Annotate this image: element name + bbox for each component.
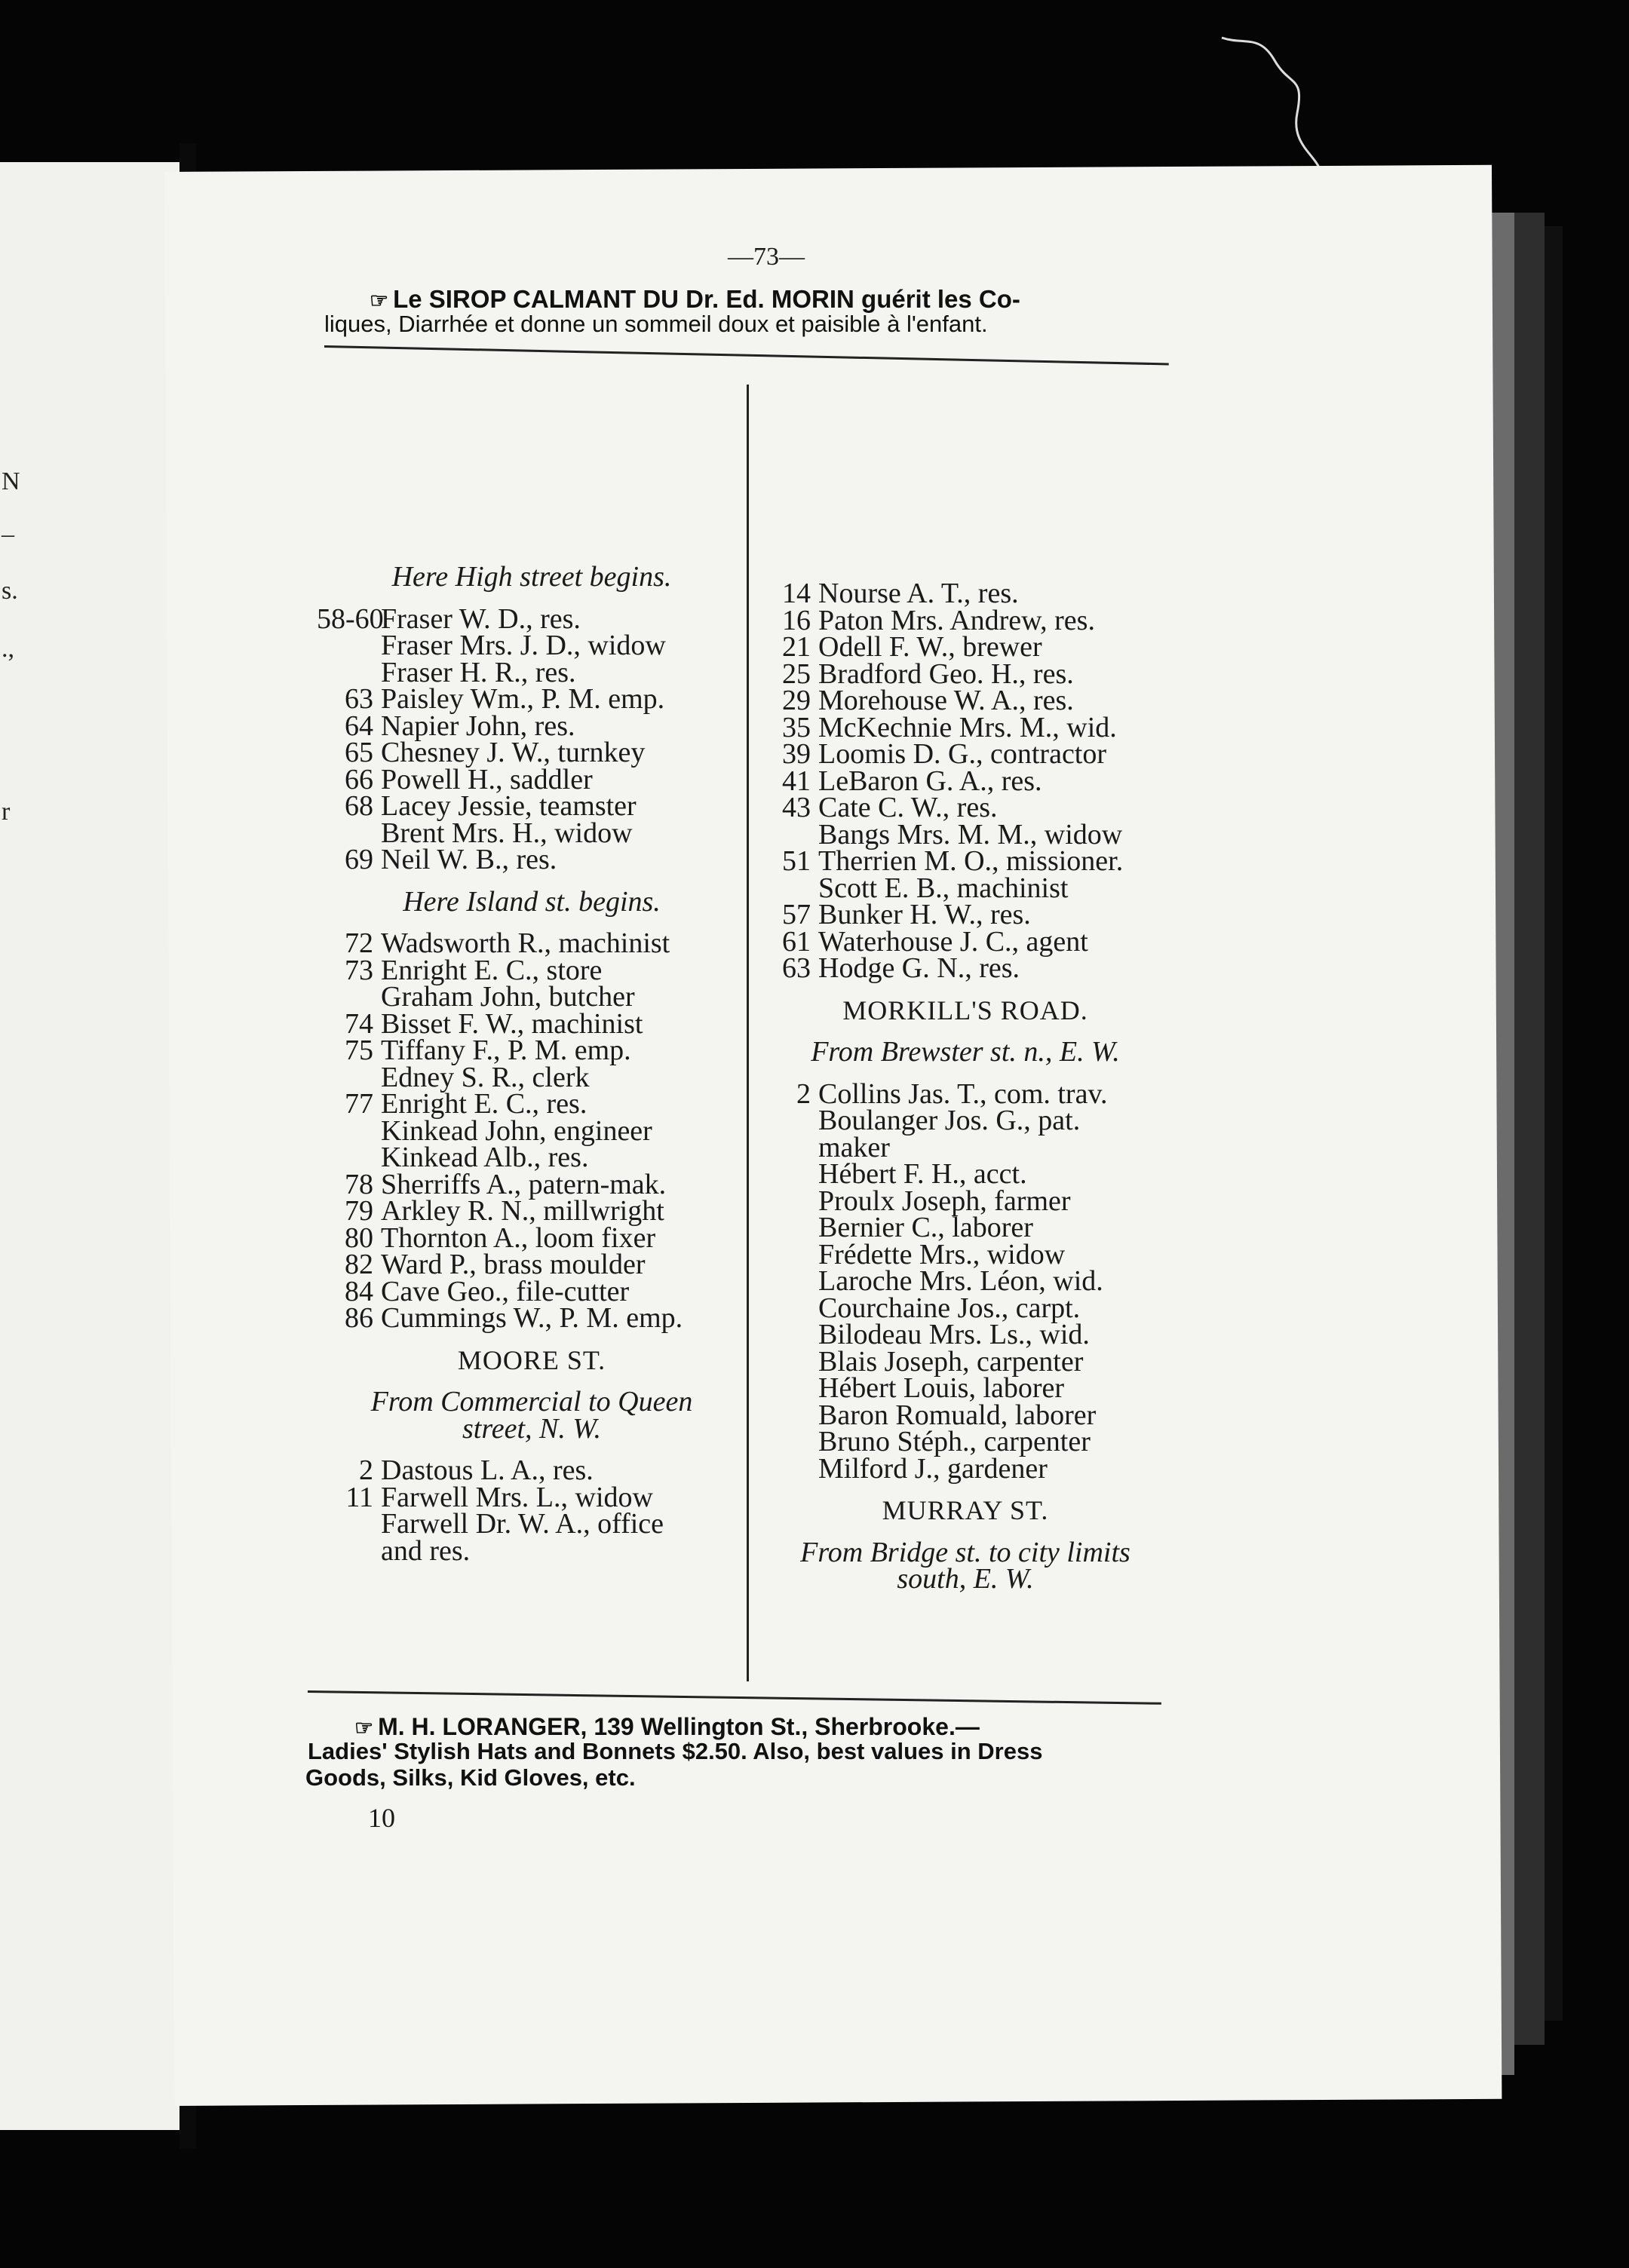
house-number: 77 bbox=[345, 1088, 373, 1120]
resident-text: Collins Jas. T., com. trav. bbox=[818, 1077, 1108, 1110]
house-number bbox=[317, 1065, 381, 1092]
directory-entry bbox=[317, 981, 747, 1013]
directory-entry bbox=[317, 1302, 747, 1334]
street-name: MORKILL'S ROAD. bbox=[842, 995, 1088, 1025]
house-number bbox=[754, 1402, 818, 1430]
resident-text: Hodge G. N., res. bbox=[818, 952, 1020, 984]
directory-entry bbox=[754, 952, 1176, 984]
house-number: 73 bbox=[345, 954, 373, 986]
left-page-edge bbox=[0, 162, 179, 2130]
directory-entry bbox=[754, 631, 1176, 663]
directory-entry bbox=[317, 1114, 747, 1147]
resident-text: Morehouse W. A., res. bbox=[818, 685, 1074, 716]
house-number: 43 bbox=[782, 792, 811, 823]
directory-entry bbox=[754, 1185, 1176, 1217]
directory-entry bbox=[754, 604, 1176, 636]
directory-entry bbox=[754, 1399, 1176, 1431]
resident-text: Baron Romuald, laborer bbox=[818, 1399, 1097, 1431]
page-stack-edge bbox=[1514, 213, 1545, 2045]
left-page-fragment: N bbox=[2, 467, 20, 495]
house-number bbox=[317, 984, 381, 1011]
directory-entry bbox=[754, 1372, 1176, 1404]
left-page-fragment: – bbox=[2, 520, 14, 548]
resident-text: McKechnie Mrs. M., wid. bbox=[818, 711, 1117, 743]
house-number bbox=[317, 1511, 381, 1538]
house-number: 69 bbox=[345, 844, 373, 875]
house-number: 74 bbox=[345, 1007, 373, 1040]
house-number: 2 bbox=[796, 1077, 811, 1110]
house-number bbox=[754, 1429, 818, 1456]
resident-text: Cave Geo., file-cutter bbox=[381, 1275, 630, 1307]
bottom-advertisement-line-1 bbox=[354, 1713, 980, 1741]
resident-text: Sherriffs A., patern-mak. bbox=[381, 1168, 667, 1200]
directory-entry bbox=[754, 872, 1176, 904]
resident-text: Frédette Mrs., widow bbox=[818, 1238, 1066, 1270]
house-number bbox=[754, 1268, 818, 1295]
house-number bbox=[317, 820, 381, 847]
resident-text: Brent Mrs. H., widow bbox=[381, 817, 633, 849]
resident-text: Fraser Mrs. J. D., widow bbox=[381, 630, 666, 661]
section-heading: Here High street begins. bbox=[391, 561, 672, 593]
directory-entry bbox=[317, 1481, 747, 1513]
house-number bbox=[754, 1215, 818, 1242]
house-number bbox=[317, 1145, 381, 1172]
resident-text: Bruno Stéph., carpenter bbox=[818, 1426, 1091, 1457]
house-number: 57 bbox=[782, 899, 811, 930]
pointing-hand-icon: ☞ bbox=[354, 1716, 374, 1739]
resident-text: Tiffany F., P. M. emp. bbox=[381, 1034, 631, 1066]
resident-text: Napier John, res. bbox=[381, 710, 575, 742]
directory-entry bbox=[754, 899, 1176, 930]
resident-text: Bernier C., laborer bbox=[818, 1212, 1033, 1243]
directory-entry bbox=[317, 1275, 747, 1307]
house-number: 25 bbox=[782, 657, 811, 690]
resident-text: Blais Joseph, carpenter bbox=[818, 1345, 1084, 1378]
directory-entry bbox=[754, 818, 1176, 851]
resident-text: Bunker H. W., res. bbox=[818, 899, 1031, 930]
resident-text: Lacey Jessie, teamster bbox=[381, 790, 637, 822]
resident-text: Farwell Dr. W. A., office bbox=[381, 1508, 664, 1540]
directory-entry bbox=[317, 954, 747, 986]
resident-text: maker bbox=[818, 1131, 890, 1163]
directory-entry bbox=[317, 1454, 747, 1486]
house-number: 65 bbox=[345, 737, 373, 768]
directory-entry bbox=[317, 1034, 747, 1066]
directory-entry bbox=[317, 602, 747, 635]
house-number bbox=[317, 660, 381, 687]
directory-entry bbox=[317, 763, 747, 795]
directory-entry bbox=[754, 1131, 1176, 1163]
resident-text: Neil W. B., res. bbox=[381, 844, 557, 875]
resident-text: Nourse A. T., res. bbox=[818, 578, 1019, 609]
house-number: 66 bbox=[345, 763, 373, 795]
directory-entry bbox=[317, 1221, 747, 1254]
house-number: 63 bbox=[345, 683, 373, 715]
directory-entry bbox=[317, 1061, 747, 1093]
house-number: 11 bbox=[345, 1481, 373, 1513]
directory-entry bbox=[317, 1007, 747, 1040]
resident-text: Milford J., gardener bbox=[818, 1452, 1048, 1485]
resident-text: Boulanger Jos. G., pat. bbox=[818, 1105, 1081, 1136]
directory-entry bbox=[754, 925, 1176, 958]
resident-text: Cummings W., P. M. emp. bbox=[381, 1302, 683, 1334]
directory-entry bbox=[754, 1077, 1176, 1110]
street-name: MURRAY ST. bbox=[882, 1495, 1049, 1525]
house-number: 63 bbox=[782, 952, 811, 984]
house-number: 21 bbox=[782, 631, 811, 663]
resident-text: LeBaron G. A., res. bbox=[818, 765, 1042, 797]
directory-entry bbox=[754, 1212, 1176, 1243]
house-number: 29 bbox=[782, 685, 811, 716]
signature-number: 10 bbox=[368, 1803, 395, 1833]
directory-entry bbox=[317, 1508, 747, 1540]
bottom-advertisement-line-2: Ladies' Stylish Hats and Bonnets $2.50. Also, best values in Dress bbox=[308, 1738, 1043, 1764]
house-number: 79 bbox=[345, 1195, 373, 1227]
directory-entry bbox=[754, 1238, 1176, 1270]
resident-text: Waterhouse J. C., agent bbox=[818, 925, 1088, 958]
directory-entry bbox=[754, 1426, 1176, 1457]
resident-text: Therrien M. O., missioner. bbox=[818, 845, 1124, 877]
resident-text: Odell F. W., brewer bbox=[818, 631, 1042, 663]
section-heading: From Brewster st. n., E. W. bbox=[811, 1036, 1120, 1068]
resident-text: Farwell Mrs. L., widow bbox=[381, 1481, 653, 1513]
resident-text: Edney S. R., clerk bbox=[381, 1061, 590, 1093]
bottom-advertisement-line-3: Goods, Silks, Kid Gloves, etc. bbox=[305, 1764, 636, 1791]
resident-text: Courchaine Jos., carpt. bbox=[818, 1292, 1081, 1324]
directory-entry bbox=[317, 683, 747, 715]
directory-entry bbox=[317, 1534, 747, 1567]
directory-entry bbox=[317, 710, 747, 742]
directory-entry bbox=[754, 1158, 1176, 1190]
directory-entry bbox=[317, 844, 747, 875]
resident-text: Powell H., saddler bbox=[381, 763, 593, 795]
right-column bbox=[754, 578, 1176, 1595]
house-number bbox=[754, 875, 818, 903]
house-number bbox=[317, 1118, 381, 1145]
house-number: 2 bbox=[359, 1454, 373, 1486]
section-heading: From Commercial to Queen bbox=[370, 1386, 693, 1418]
street-name: MOORE ST. bbox=[457, 1344, 606, 1375]
directory-entry bbox=[317, 630, 747, 661]
house-number: 58-60 bbox=[317, 602, 384, 635]
directory-entry bbox=[754, 711, 1176, 743]
resident-text: Enright E. C., res. bbox=[381, 1088, 587, 1120]
resident-text: and res. bbox=[381, 1534, 471, 1567]
house-number bbox=[754, 822, 818, 849]
resident-text: Kinkead Alb., res. bbox=[381, 1142, 589, 1173]
house-number bbox=[754, 1242, 818, 1269]
section-heading: south, E. W. bbox=[897, 1563, 1034, 1595]
house-number: 61 bbox=[782, 925, 811, 958]
left-page-fragment: s. bbox=[2, 577, 18, 605]
section-heading: street, N. W. bbox=[462, 1412, 602, 1445]
resident-text: Hébert Louis, laborer bbox=[818, 1372, 1065, 1404]
resident-text: Kinkead John, engineer bbox=[381, 1114, 652, 1147]
house-number: 35 bbox=[782, 711, 811, 743]
directory-entry bbox=[317, 1195, 747, 1227]
house-number bbox=[754, 1322, 818, 1349]
directory-entry bbox=[754, 792, 1176, 823]
house-number bbox=[317, 1538, 381, 1565]
resident-text: Paisley Wm., P. M. emp. bbox=[381, 683, 665, 715]
resident-text: Chesney J. W., turnkey bbox=[381, 737, 646, 768]
house-number: 84 bbox=[345, 1275, 373, 1307]
directory-entry bbox=[754, 1452, 1176, 1485]
directory-entry bbox=[317, 927, 747, 959]
directory-entry bbox=[754, 657, 1176, 690]
resident-text: Bisset F. W., machinist bbox=[381, 1007, 643, 1040]
directory-entry bbox=[317, 817, 747, 849]
page-stack-edge bbox=[1545, 226, 1563, 2021]
resident-text: Bangs Mrs. M. M., widow bbox=[818, 818, 1123, 851]
house-number: 51 bbox=[782, 845, 811, 877]
page-number: —73— bbox=[728, 243, 805, 271]
resident-text: Thornton A., loom fixer bbox=[381, 1221, 656, 1254]
column-divider bbox=[747, 385, 749, 1681]
resident-text: Scott E. B., machinist bbox=[818, 872, 1069, 904]
house-number bbox=[754, 1349, 818, 1376]
resident-text: Hébert F. H., acct. bbox=[818, 1158, 1027, 1190]
house-number: 78 bbox=[345, 1168, 373, 1200]
directory-entry bbox=[754, 738, 1176, 770]
resident-text: Arkley R. N., millwright bbox=[381, 1195, 664, 1227]
resident-text: Graham John, butcher bbox=[381, 981, 635, 1013]
resident-text: Bilodeau Mrs. Ls., wid. bbox=[818, 1319, 1090, 1350]
resident-text: Bradford Geo. H., res. bbox=[818, 657, 1074, 690]
directory-entry bbox=[754, 1345, 1176, 1378]
resident-text: Loomis D. G., contractor bbox=[818, 738, 1107, 770]
house-number: 16 bbox=[782, 604, 811, 636]
resident-text: Paton Mrs. Andrew, res. bbox=[818, 604, 1095, 636]
house-number: 39 bbox=[782, 738, 811, 770]
house-number bbox=[317, 633, 381, 660]
house-number: 82 bbox=[345, 1249, 373, 1280]
house-number bbox=[754, 1108, 818, 1135]
house-number: 80 bbox=[345, 1221, 373, 1254]
house-number: 41 bbox=[782, 765, 811, 797]
directory-entry bbox=[317, 1249, 747, 1280]
house-number bbox=[754, 1375, 818, 1402]
resident-text: Ward P., brass moulder bbox=[381, 1249, 646, 1280]
house-number: 14 bbox=[782, 578, 811, 609]
directory-entry bbox=[754, 1319, 1176, 1350]
house-number bbox=[754, 1188, 818, 1215]
directory-entry bbox=[317, 790, 747, 822]
directory-entry bbox=[317, 1088, 747, 1120]
resident-text: Laroche Mrs. Léon, wid. bbox=[818, 1265, 1103, 1297]
house-number: 72 bbox=[345, 927, 373, 959]
resident-text: Fraser W. D., res. bbox=[381, 602, 581, 635]
house-number bbox=[754, 1135, 818, 1162]
directory-entry bbox=[754, 845, 1176, 877]
house-number: 64 bbox=[345, 710, 373, 742]
top-advertisement-line-2: liques, Diarrhée et donne un sommeil doux et paisible à l'enfant. bbox=[324, 311, 988, 337]
resident-text: Wadsworth R., machinist bbox=[381, 927, 670, 959]
house-number bbox=[754, 1456, 818, 1483]
directory-entry bbox=[754, 1105, 1176, 1136]
directory-entry bbox=[754, 685, 1176, 716]
left-page-fragment: r bbox=[2, 798, 11, 826]
resident-text: Proulx Joseph, farmer bbox=[818, 1185, 1071, 1217]
house-number: 75 bbox=[345, 1034, 373, 1066]
left-column bbox=[317, 561, 747, 1567]
directory-entry bbox=[754, 1265, 1176, 1297]
directory-entry bbox=[317, 737, 747, 768]
resident-text: Cate C. W., res. bbox=[818, 792, 998, 823]
section-heading: Here Island st. begins. bbox=[403, 885, 661, 918]
directory-entry bbox=[317, 1168, 747, 1200]
pointing-hand-icon: ☞ bbox=[370, 289, 389, 312]
house-number: 68 bbox=[345, 790, 373, 822]
directory-entry bbox=[754, 765, 1176, 797]
house-number bbox=[754, 1161, 818, 1188]
top-ad-text-1: Le SIROP CALMANT DU Dr. Ed. MORIN guérit les Co- bbox=[393, 285, 1020, 313]
resident-text: Fraser H. R., res. bbox=[381, 656, 576, 688]
house-number bbox=[754, 1295, 818, 1322]
directory-entry bbox=[754, 1292, 1176, 1324]
resident-text: Enright E. C., store bbox=[381, 954, 603, 986]
left-page-fragment: ., bbox=[2, 635, 14, 663]
resident-text: Dastous L. A., res. bbox=[381, 1454, 594, 1486]
directory-entry bbox=[754, 578, 1176, 609]
top-advertisement-line-1 bbox=[370, 285, 1020, 314]
section-heading: From Bridge st. to city limits bbox=[800, 1536, 1130, 1568]
bottom-ad-text-1: M. H. LORANGER, 139 Wellington St., Sherbrooke.— bbox=[378, 1713, 980, 1740]
house-number: 86 bbox=[345, 1302, 373, 1334]
directory-entry bbox=[317, 656, 747, 688]
directory-entry bbox=[317, 1142, 747, 1173]
